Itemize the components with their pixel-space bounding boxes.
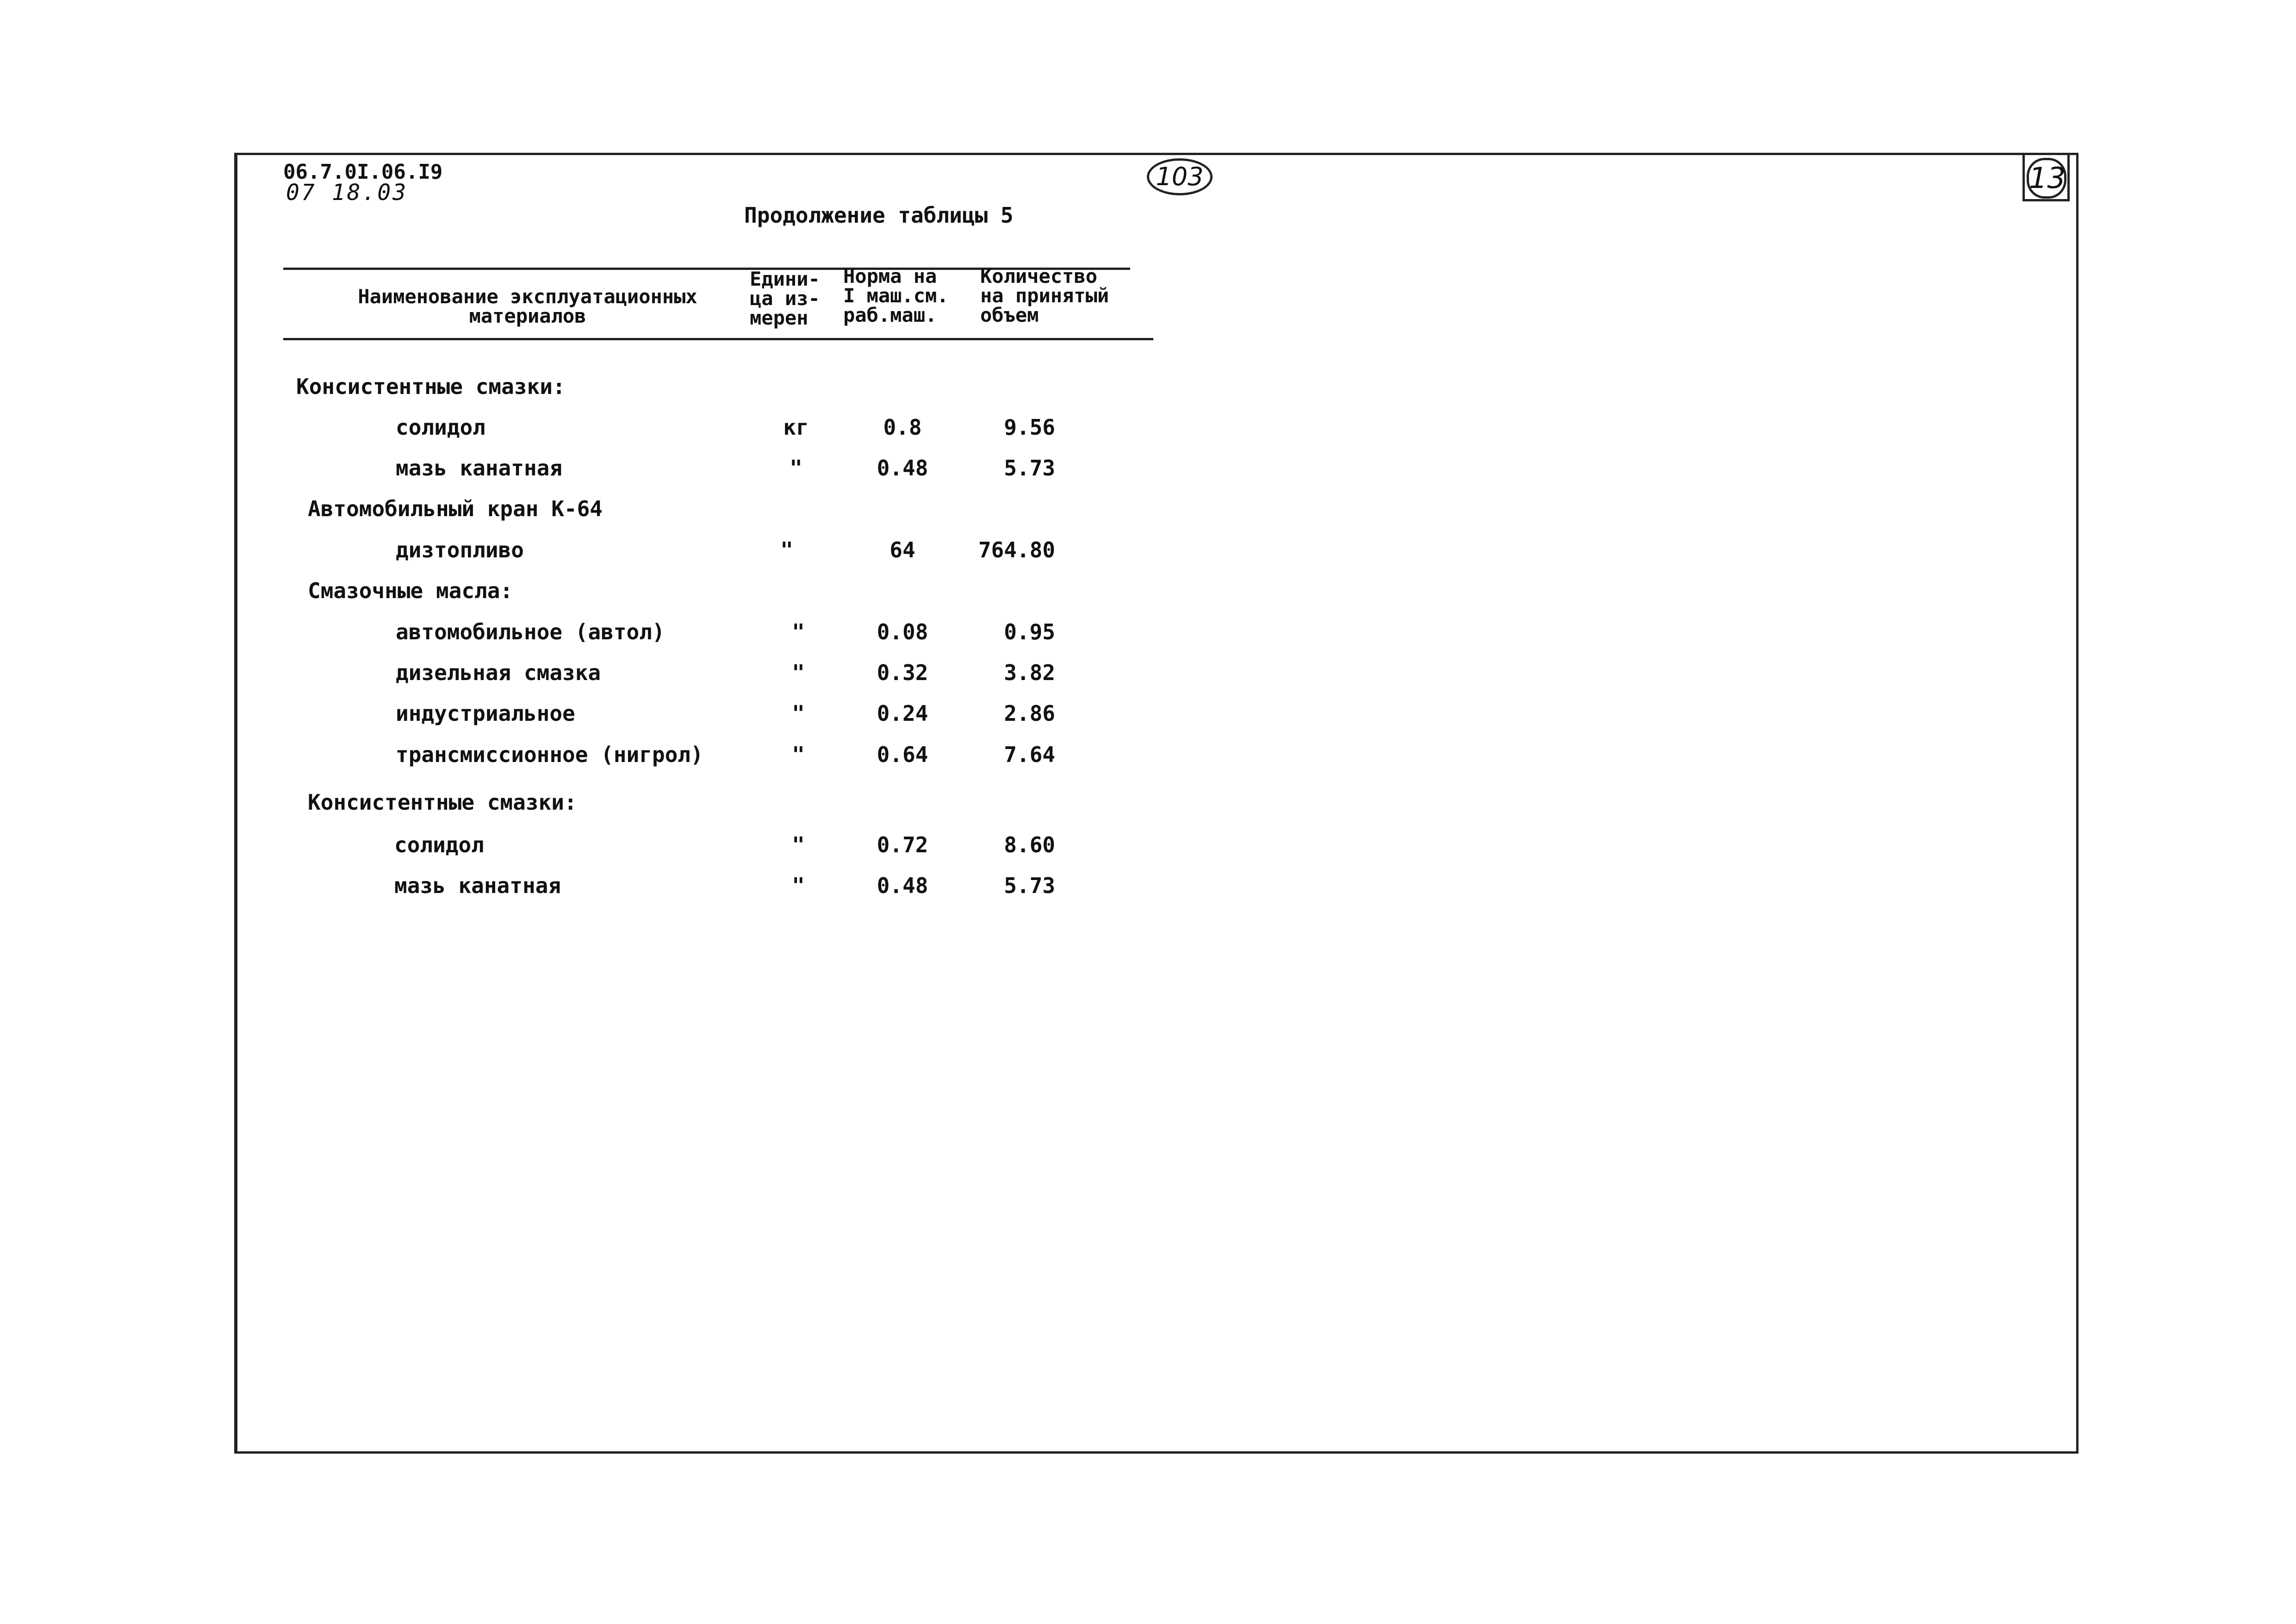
row-norm: 0.48	[877, 873, 928, 898]
row-name: Консистентные смазки:	[308, 790, 577, 815]
sheet-number-box	[2022, 153, 2070, 201]
row-norm: 0.08	[877, 619, 928, 644]
row-unit: "	[780, 537, 793, 562]
row-norm: 0.72	[877, 832, 928, 857]
row-unit: "	[792, 660, 805, 685]
header-name: Наименование эксплуатационных материалов	[358, 285, 697, 327]
row-norm: 0.24	[877, 701, 928, 726]
doc-code-handwritten: 07 18.03	[286, 180, 408, 206]
row-qty: 8.60	[1004, 832, 1055, 857]
row-unit: "	[792, 832, 805, 857]
row-qty: 764.80	[978, 537, 1055, 562]
row-name: дизельная смазка	[396, 660, 601, 685]
header-qty: Количество на принятый объем	[980, 265, 1109, 326]
doc-code: 06.7.0I.06.I9	[283, 160, 443, 184]
row-qty: 9.56	[1004, 415, 1055, 440]
row-name: трансмиссионное (нигрол)	[396, 742, 703, 767]
sheet-number: 13	[2027, 158, 2066, 199]
row-unit: "	[790, 456, 803, 481]
row-unit: кг	[783, 415, 809, 440]
row-qty: 2.86	[1004, 701, 1055, 726]
row-name: мазь канатная	[394, 873, 561, 898]
row-qty: 5.73	[1004, 873, 1055, 898]
row-name: Смазочные масла:	[308, 578, 513, 603]
row-name: мазь канатная	[396, 456, 563, 481]
row-name: дизтопливо	[396, 537, 524, 562]
header-norm: Норма на I маш.см. раб.маш.	[843, 265, 949, 326]
row-unit: "	[792, 619, 805, 644]
header-unit: Едини- ца из- мерен	[750, 268, 820, 329]
row-qty: 0.95	[1004, 619, 1055, 644]
row-qty: 7.64	[1004, 742, 1055, 767]
row-norm: 64	[890, 537, 915, 562]
row-norm: 0.8	[883, 415, 922, 440]
row-name: солидол	[394, 832, 484, 857]
row-norm: 0.32	[877, 660, 928, 685]
row-unit: "	[792, 701, 805, 726]
row-name: автомобильное (автол)	[396, 619, 665, 644]
row-name: Консистентные смазки:	[296, 374, 566, 399]
row-unit: "	[792, 873, 805, 898]
row-qty: 5.73	[1004, 456, 1055, 481]
page-stamp: 103	[1147, 158, 1213, 195]
row-qty: 3.82	[1004, 660, 1055, 685]
table-header-bottom-rule	[283, 338, 1153, 340]
row-norm: 0.48	[877, 456, 928, 481]
row-norm: 0.64	[877, 742, 928, 767]
row-name: индустриальное	[396, 701, 575, 726]
row-name: солидол	[396, 415, 485, 440]
row-name: Автомобильный кран К-64	[308, 496, 603, 521]
row-unit: "	[792, 742, 805, 767]
table-caption: Продолжение таблицы 5	[744, 203, 1014, 228]
